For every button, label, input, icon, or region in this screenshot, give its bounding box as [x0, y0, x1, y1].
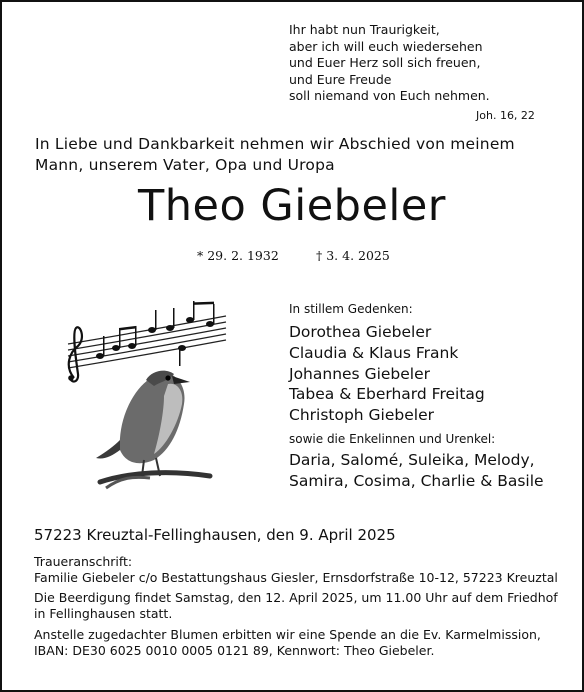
grandchildren-list [289, 450, 544, 492]
illustration [60, 300, 240, 499]
funeral-line: in Fellinghausen statt. [34, 606, 173, 621]
verse-line: und Euer Herz soll sich freuen, [289, 55, 481, 71]
death-date: † 3. 4. 2025 [316, 248, 390, 263]
donation-line: Anstelle zugedachter Blumen erbitten wir eine Spende an die Ev. Karmelmission, [34, 627, 541, 642]
family-member: Christoph Giebeler [289, 406, 434, 425]
mourning-address-label: Traueranschrift: [34, 554, 133, 569]
bible-verse [289, 22, 549, 105]
birth-date: * 29. 2. 1932 [197, 248, 279, 263]
family-list [289, 322, 485, 426]
donation-info [34, 627, 554, 659]
robin-bird-icon [96, 371, 210, 488]
verse-line: aber ich will euch wiedersehen [289, 38, 483, 54]
place-date: 57223 Kreuztal-Fellinghausen, den 9. April 2025 [34, 526, 396, 544]
verse-line: soll niemand von Euch nehmen. [289, 88, 490, 104]
funeral-line: Die Beerdigung findet Samstag, den 12. April 2025, um 11.00 Uhr auf dem Friedhof [34, 590, 558, 605]
verse-line: Ihr habt nun Traurigkeit, [289, 22, 440, 37]
family-member: Johannes Giebeler [289, 364, 431, 383]
grandchildren-heading: sowie die Enkelinnen und Urenkel: [289, 432, 496, 446]
grandchildren-line: Daria, Salomé, Suleika, Melody, [289, 451, 535, 469]
donation-line: IBAN: DE30 6025 0010 0005 0121 89, Kennwort: Theo Giebeler. [34, 643, 435, 658]
music-staff-icon [68, 301, 226, 381]
verse-source: Joh. 16, 22 [476, 109, 535, 122]
intro-text: In Liebe und Dankbarkeit nehmen wir Abschied von meinem Mann, unserem Vater, Opa und Uropa [35, 135, 515, 174]
family-member: Claudia & Klaus Frank [289, 343, 459, 362]
verse-line: und Eure Freude [289, 71, 392, 87]
deceased-name: Theo Giebeler [137, 181, 446, 231]
mourning-address: Familie Giebeler c/o Bestattungshaus Giesler, Ernsdorfstraße 10-12, 57223 Kreuztal [34, 570, 558, 585]
mourning-address-block [34, 554, 558, 586]
grandchildren-line: Samira, Cosima, Charlie & Basile [289, 471, 544, 490]
family-member: Dorothea Giebeler [289, 323, 432, 341]
family-member: Tabea & Eberhard Freitag [289, 385, 485, 404]
funeral-info [34, 590, 558, 622]
grieving-heading: In stillem Gedenken: [289, 302, 413, 316]
